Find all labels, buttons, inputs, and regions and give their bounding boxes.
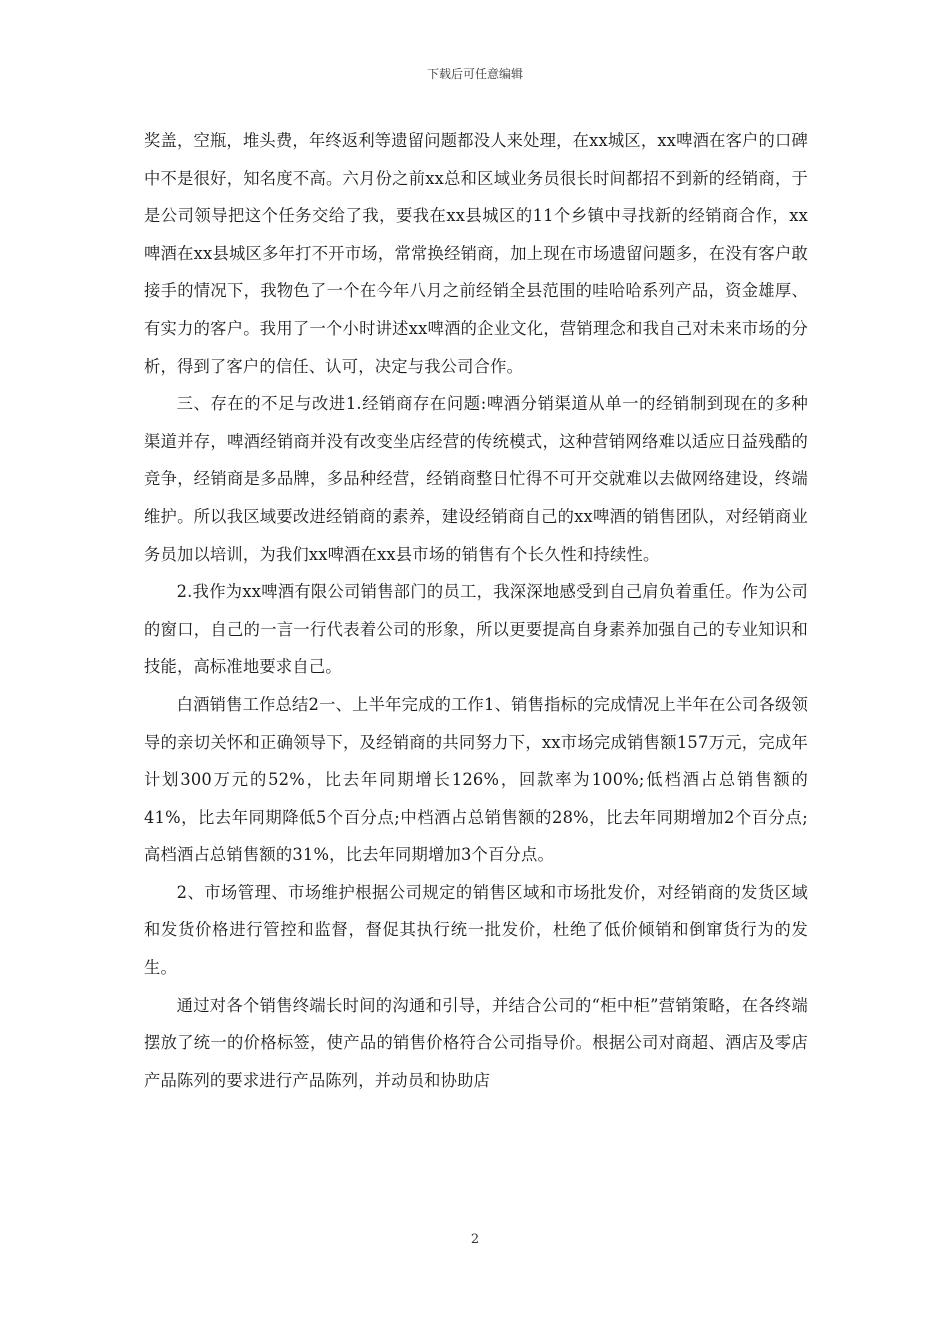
paragraph-5: 2、市场管理、市场维护根据公司规定的销售区域和市场批发价，对经销商的发货区域和发货价格进行管控和监督，督促其执行统一批发价，杜绝了低价倾销和倒窜货行为的发生。: [144, 882, 808, 978]
paragraph-3: 2.我作为xx啤酒有限公司销售部门的员工，我深深地感受到自己肩负着重任。作为公司的窗口，自己的一言一行代表着公司的形象，所以更要提高自身素养加强自己的专业知识和技能，高标准地要求自己。: [144, 582, 808, 677]
document-body: [144, 122, 808, 1099]
paragraph-6: 通过对各个销售终端长时间的沟通和引导，并结合公司的“柜中柜”营销策略，在各终端摆放了统一的价格标签，使产品的销售价格符合公司指导价。根据公司对商超、酒店及零店产品陈列的要求进行产品陈列，并动员和协助店: [144, 995, 808, 1090]
page-number: 2: [470, 1232, 480, 1247]
paragraph-2: 三、存在的不足与改进1.经销商存在问题:啤酒分销渠道从单一的经销制到现在的多种渠道并存，啤酒经销商并没有改变坐店经营的传统模式，这种营销网络难以适应日益残酷的竞争，经销商是多品牌，多品种经营，经销商整日忙得不可开交就难以去做网络建设，终端维护。所以我区域要改进经销商的素养，建设经销商自己的xx啤酒的销售团队，对经销商业务员加以培训，为我们xx啤酒在xx县市场的销售有个长久性和持续性。: [144, 394, 808, 564]
page-header: 下载后可任意编辑: [426, 67, 523, 81]
paragraph-1: 奖盖，空瓶，堆头费，年终返利等遗留问题都没人来处理，在xx城区，xx啤酒在客户的口碑中不是很好，知名度不高。六月份之前xx总和区域业务员很长时间都招不到新的经销商，于是公司领导把这个任务交给了我，要我在xx县城区的11个乡镇中寻找新的经销商合作，xx啤酒在xx县城区多年打不开市场，常常换经销商，加上现在市场遗留问题多，在没有客户敢接手的情况下，我物色了一个在今年八月之前经销全县范围的哇哈哈系列产品，资金雄厚、有实力的客户。我用了一个小时讲述xx啤酒的企业文化，营销理念和我自己对未来市场的分析，得到了客户的信任、认可，决定与我公司合作。: [144, 131, 808, 376]
paragraph-4: 白酒销售工作总结2一、上半年完成的工作1、销售指标的完成情况上半年在公司各级领导的亲切关怀和正确领导下，及经销商的共同努力下，xx市场完成销售额157万元，完成年计划300万元的52%，比去年同期增长126%，回款率为100%;低档酒占总销售额的41%，比去年同期降低5个百分点;中档酒占总销售额的28%，比去年同期增加2个百分点;高档酒占总销售额的31%，比去年同期增加3个百分点。: [144, 694, 808, 865]
